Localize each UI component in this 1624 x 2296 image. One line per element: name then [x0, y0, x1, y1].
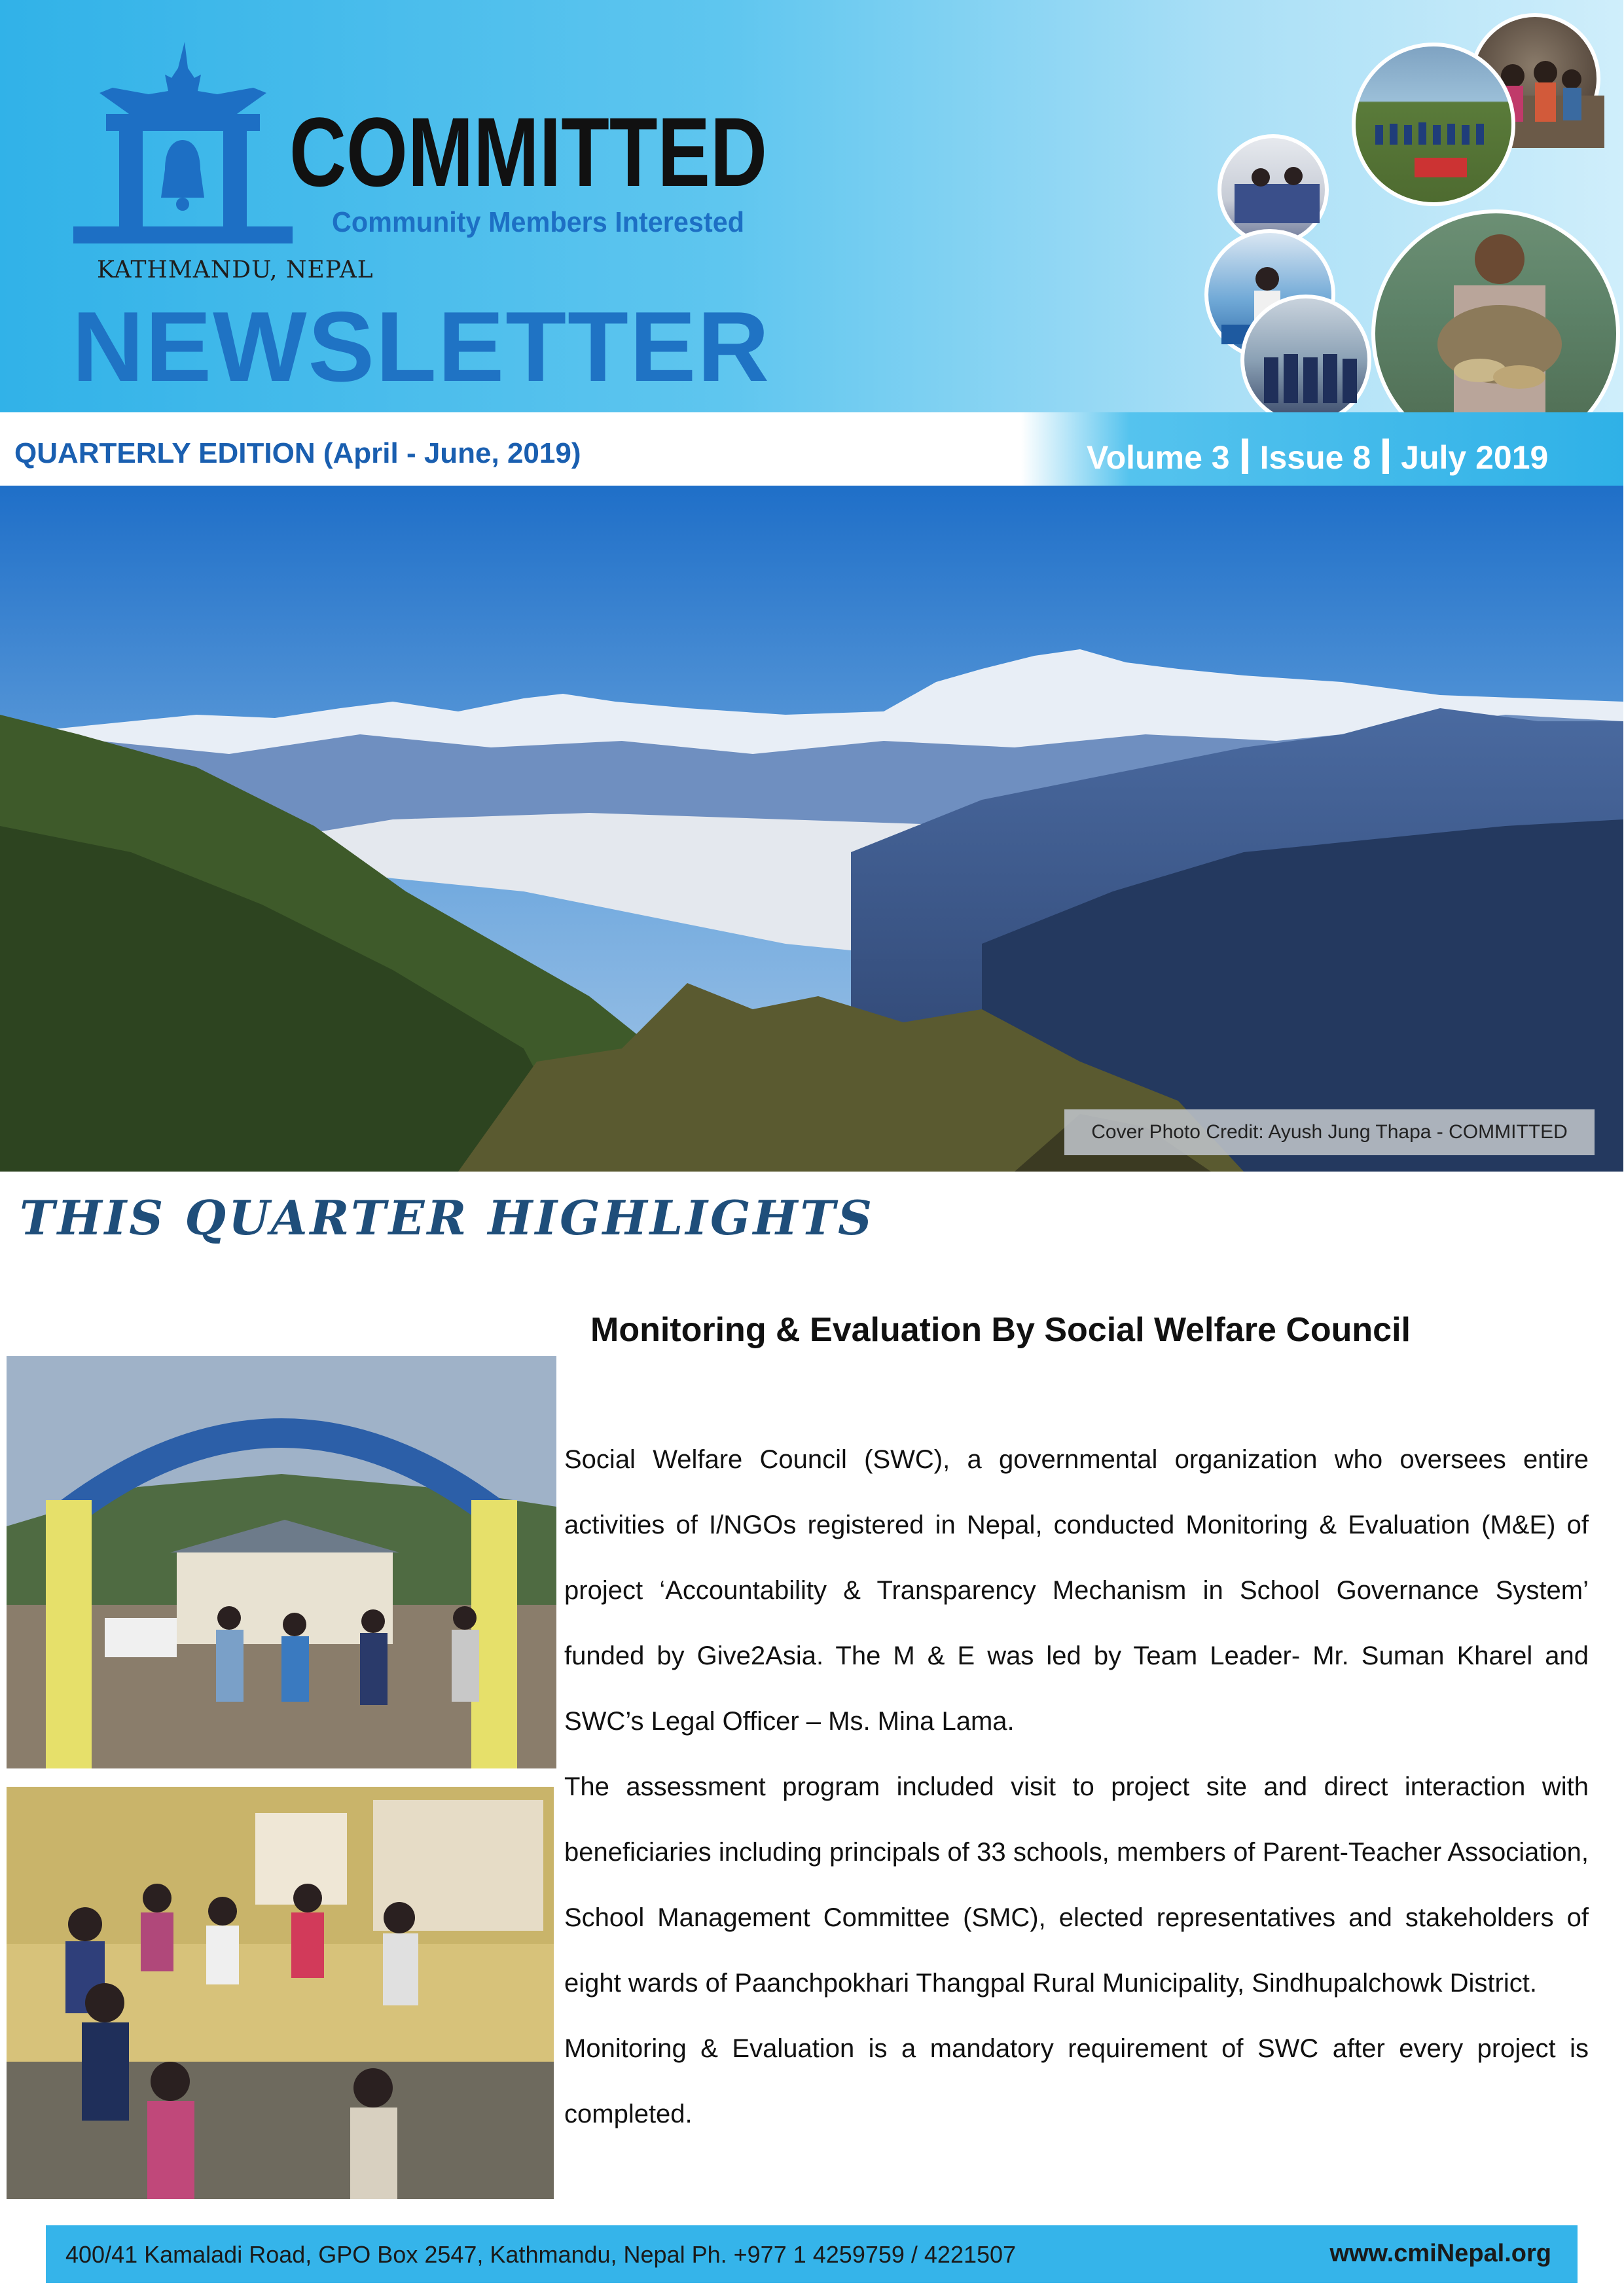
issue-info — [1087, 439, 1548, 476]
committed-logo — [73, 42, 787, 258]
newsletter-title: NEWSLETTER — [72, 291, 771, 403]
volume-number: Volume 3 — [1087, 439, 1230, 476]
issue-date: July 2019 — [1401, 439, 1549, 476]
divider — [1242, 439, 1248, 474]
article-body — [564, 1427, 1589, 2147]
location-label: KATHMANDU, NEPAL — [97, 257, 374, 283]
logo-tagline: Community Members Interested — [332, 206, 744, 238]
article-paragraph: The assessment program included visit to project site and direct interaction with beneficiaries including principals of 33 schools, members of Parent-Teacher Association, School Management Committee (SMC), elected representatives and stakeholders of eight wards of Paanchpokhari Thangpal Rural Municipality, Sindhupalchowk District. — [564, 1772, 1589, 1998]
newsletter-header — [0, 0, 1623, 412]
photo-school-gate — [7, 1356, 556, 1768]
article-title: Monitoring & Evaluation By Social Welfare Council — [590, 1311, 1411, 1349]
collage-photo-group-outdoor — [1352, 43, 1515, 206]
cover-photo — [0, 486, 1623, 1172]
section-heading: THIS QUARTER HIGHLIGHTS — [20, 1190, 875, 1246]
article-paragraph: Social Welfare Council (SWC), a governmental organization who oversees entire activities of I/NGOs registered in Nepal, conducted Monitoring & Evaluation (M&E) of project ‘Accountability & Transparency Mechanism in School Governance System’ funded by Give2Asia. The M & E was led by Team Leader- Mr. Suman Kharel and SWC’s Legal Officer – Ms. Mina Lama. — [564, 1445, 1589, 1736]
divider — [1382, 439, 1389, 474]
edition-label: QUARTERLY EDITION (April - June, 2019) — [14, 437, 581, 469]
logo-wordmark: COMMITTED — [289, 97, 767, 207]
footer-bar — [46, 2225, 1578, 2283]
photo-collage — [1204, 13, 1623, 412]
edition-bar — [0, 412, 1623, 486]
footer-website-link[interactable]: www.cmiNepal.org — [1329, 2240, 1551, 2267]
article-paragraph: Monitoring & Evaluation is a mandatory requirement of SWC after every project is completed. — [564, 2034, 1589, 2128]
issue-number: Issue 8 — [1259, 439, 1371, 476]
footer-address: 400/41 Kamaladi Road, GPO Box 2547, Kathmandu, Nepal Ph. +977 1 4259759 / 4221507 — [65, 2241, 1017, 2268]
photo-interaction-meeting — [7, 1787, 554, 2199]
cover-photo-credit: Cover Photo Credit: Ayush Jung Thapa - COMMITTED — [1064, 1109, 1595, 1155]
collage-photo-students — [1240, 295, 1371, 425]
